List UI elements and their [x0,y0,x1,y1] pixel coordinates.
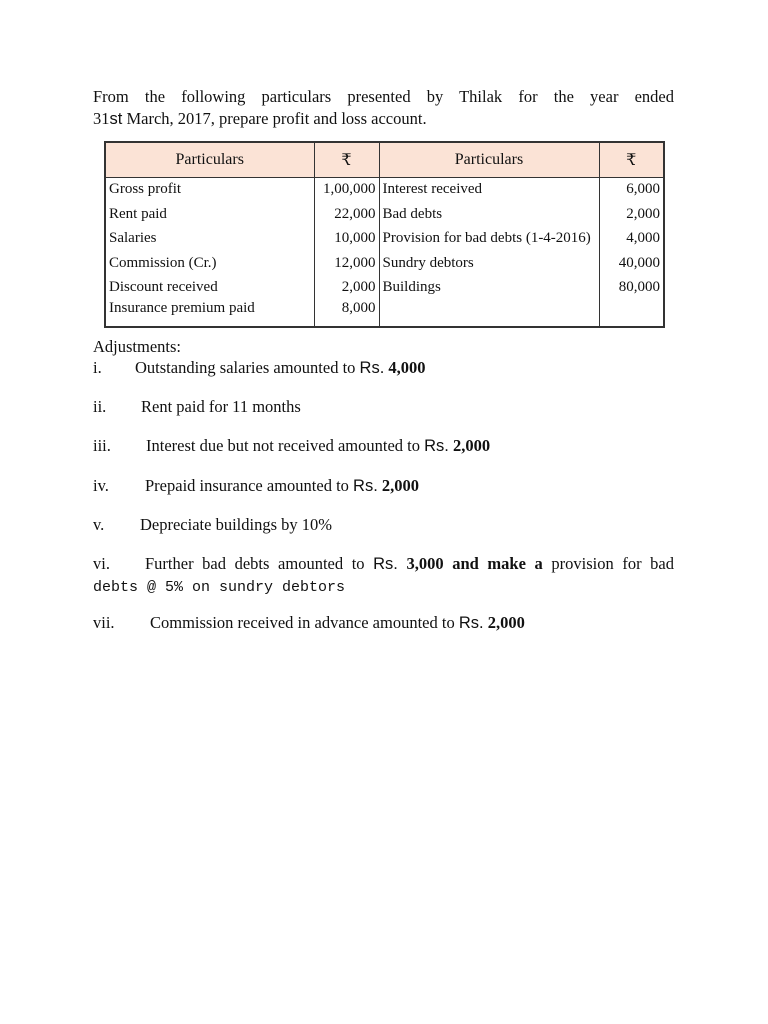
intro-line-1: From the following particulars presented by Thilak for the year ended [93,87,674,106]
adjustment-line-1 [93,553,674,575]
adjustment-number: iv. [93,476,109,495]
particular-left: Commission (Cr.) [105,251,314,276]
header-particulars-right: Particulars [379,142,599,177]
adjustment-item-2 [93,396,674,417]
adjustment-amount: 4,000 [388,358,426,377]
adjustment-text: Further bad debts amounted to [145,554,374,573]
table-row [105,251,664,276]
rs-label: Rs. [359,359,385,377]
adjustment-item-7 [93,612,674,634]
particulars-table [104,141,665,328]
particular-right [379,300,599,327]
adjustment-amount: 2,000 [381,476,420,495]
particular-right: Sundry debtors [379,251,599,276]
table-body [105,177,664,327]
particular-left: Rent paid [105,202,314,227]
rs-label: Rs. [424,437,449,455]
amount-right: 4,000 [599,227,664,252]
particular-right: Interest received [379,177,599,202]
adjustment-number: ii. [93,397,107,416]
adjustment-text: Rent paid for 11 months [141,397,301,416]
particular-right: Provision for bad debts (1-4-2016) [379,227,599,252]
table-row [105,300,664,327]
particular-left: Salaries [105,227,314,252]
intro-line-2: March, 2017, prepare profit and loss account. [122,109,427,128]
table-row [105,227,664,252]
amount-left: 1,00,000 [314,177,379,202]
table-row [105,177,664,202]
adjustment-line-2: debts @ 5% on sundry debtors [93,579,346,596]
amount-left: 8,000 [314,300,379,327]
amount-right: 2,000 [599,202,664,227]
adjustment-text-after: provision for bad [542,554,674,573]
header-rupee-right: ₹ [599,142,664,177]
adjustment-item-6 [93,553,674,598]
header-particulars-left: Particulars [105,142,314,177]
amount-right [599,300,664,327]
amount-left: 12,000 [314,251,379,276]
adjustment-item-1 [93,357,674,379]
adjustment-number: iii. [93,436,111,455]
particular-left: Insurance premium paid [105,300,314,327]
intro-date-day: 31 [93,109,110,128]
rs-label: Rs. [458,614,484,632]
amount-right: 6,000 [599,177,664,202]
adjustment-text: Interest due but not received amounted to [146,436,425,455]
adjustment-amount: 2,000 [487,613,525,632]
amount-right: 80,000 [599,276,664,301]
header-rupee-left: ₹ [314,142,379,177]
amount-right: 40,000 [599,251,664,276]
rs-label: Rs. [353,477,378,495]
adjustment-text: Prepaid insurance amounted to [145,476,354,495]
adjustment-text: Commission received in advance amounted to [150,613,459,632]
adjustment-number: i. [93,358,102,377]
table-row [105,202,664,227]
particular-left: Gross profit [105,177,314,202]
rs-label: Rs. [373,555,398,573]
amount-left: 2,000 [314,276,379,301]
adjustment-item-3 [93,435,674,457]
adjustment-item-4 [93,475,674,497]
amount-left: 22,000 [314,202,379,227]
particular-left: Discount received [105,276,314,301]
particular-right: Bad debts [379,202,599,227]
adjustment-amount: 2,000 [453,436,491,455]
adjustment-amount: 3,000 and make a [406,554,543,573]
particular-right: Buildings [379,276,599,301]
adjustment-item-5 [93,514,674,535]
adjustment-number: vi. [93,554,110,573]
adjustment-text: Depreciate buildings by 10% [140,515,332,534]
adjustments-title: Adjustments: [93,337,182,356]
adjustment-text: Outstanding salaries amounted to [135,358,360,377]
table-row [105,276,664,301]
adjustment-number: vii. [93,613,115,632]
adjustment-number: v. [93,515,105,534]
table-header-row [105,142,664,177]
amount-left: 10,000 [314,227,379,252]
intro-paragraph [93,86,674,130]
intro-date-suffix: st [109,110,123,128]
